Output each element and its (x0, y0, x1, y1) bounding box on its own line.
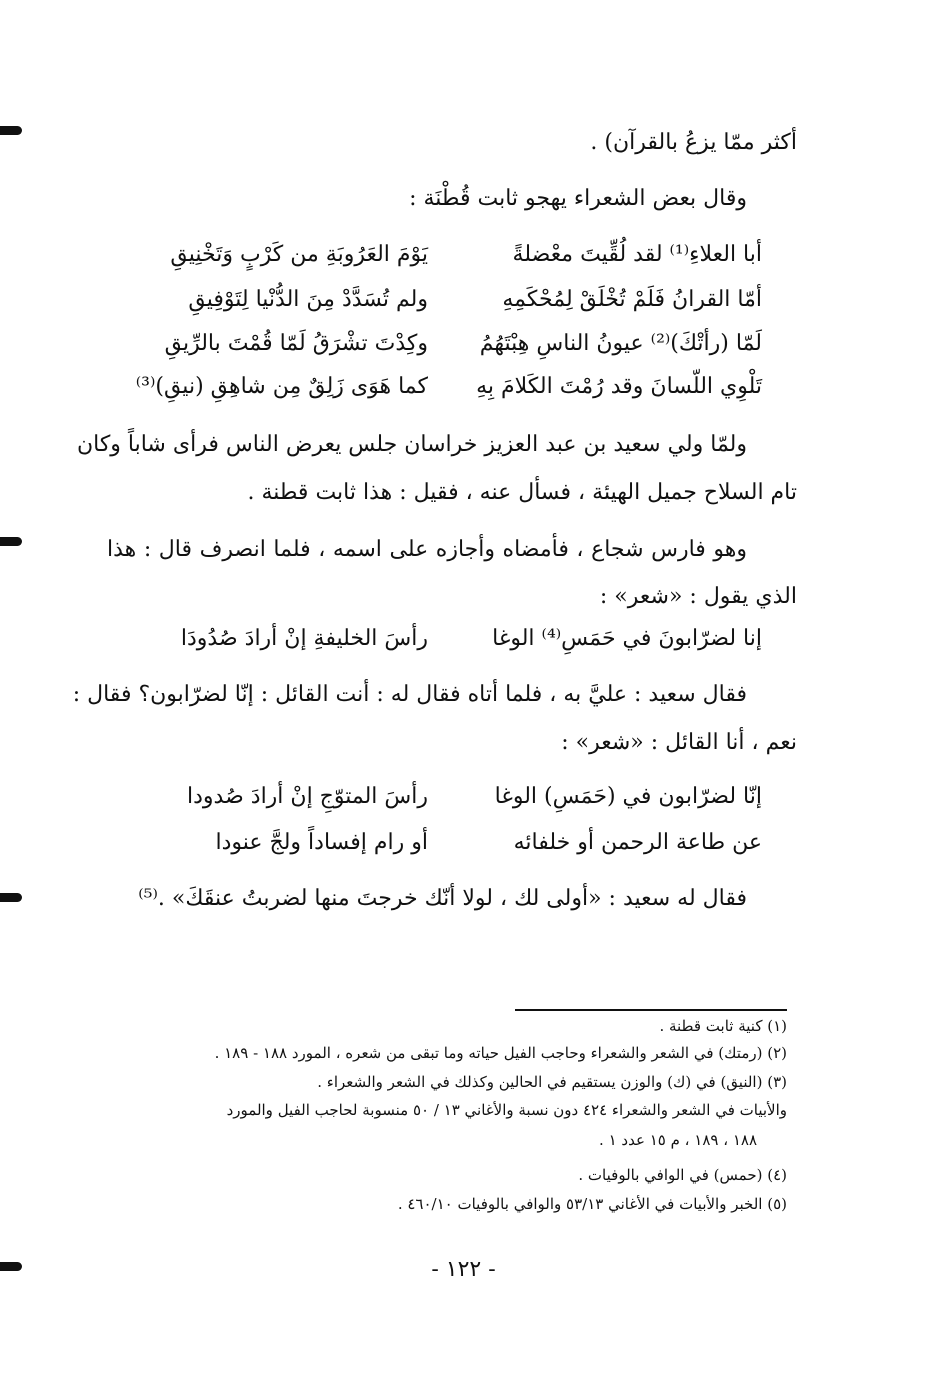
paragraph-line: فقال له سعيد : «أولى لك ، لولا أنّك خرجتَ منها لضربتُ عنقَكَ» .⁽⁵⁾ (138, 886, 747, 911)
footnote: (١) كنية ثابت قطنة . (659, 1017, 787, 1035)
paragraph-line: وقال بعض الشعراء يهجو ثابت قُطْنَة : (409, 186, 747, 211)
verse-hemistich-second: ولم تُسَدَّدْ مِنَ الدُّنْيا لِتَوْفِيقِ (188, 287, 428, 312)
verse-hemistich-second: أو رام إفساداً ولجَّ عنودا (215, 830, 428, 855)
verse-hemistich-second: رأسَ المتوّجِ إنْ أرادَ صُدودا (187, 784, 428, 809)
footnote: (٣) (النيق) في (ك) والوزن يستقيم في الحالين وكذلك في الشعر والشعراء . (317, 1073, 787, 1091)
verse-hemistich-first: لَمّا (رأتْكَ)⁽²⁾ عيونُ الناسِ هِبْتَهُمُ (479, 331, 762, 356)
page-number: - ١٢٢ - (431, 1257, 496, 1282)
verse-hemistich-second: كما هَوَى زَلِقٌ مِن شاهِقِ (نيقِ)⁽³⁾ (135, 374, 428, 399)
paragraph-line: تام السلاح جميل الهيئة ، فسأل عنه ، فقيل : هذا ثابت قطنة . (247, 480, 797, 505)
verse-hemistich-first: أبا العلاءِ⁽¹⁾ لقد لُقِّيتَ معْضلةً (512, 242, 762, 267)
footnote-continuation: ١٨٨ ، ١٨٩ ، م ١٥ عدد ١ . (599, 1131, 757, 1149)
verse-hemistich-first: تَلْوِي اللّسانَ وقد رُمْتَ الكَلامَ بِهِ (476, 374, 762, 399)
verse-hemistich-first: إنا لضرّابونَ في حَمَسِ⁽⁴⁾ الوغا (492, 626, 762, 651)
verse-hemistich-second: رأسَ الخليفةِ إنْ أرادَ صُدُودَا (180, 626, 428, 651)
paragraph-line: أكثر ممّا يزعُ بالقرآن) . (590, 130, 797, 155)
paragraph-line: فقال سعيد : عليَّ به ، فلما أتاه فقال له : أنت القائل : إنّا لضرّابون؟ فقال : (72, 682, 747, 707)
footnote: (٢) (رمتك) في الشعر والشعراء وحاجب الفيل حياته وما تبقى من شعره ، المورد ١٨٨ - ١٨٩ . (214, 1044, 787, 1062)
verse-hemistich-first: عن طاعة الرحمن أو خلفائه (513, 830, 762, 855)
footnote: (٥) الخبر والأبيات في الأغاني ٥٣/١٣ والوافي بالوفيات ٤٦٠/١٠ . (397, 1195, 787, 1213)
verse-hemistich-second: وكِدْتَ تشْرَقُ لَمّا قُمْتَ بالرِّيقِ (164, 331, 428, 356)
footnote: (٤) (حمس) في الوافي بالوفيات . (578, 1166, 787, 1184)
scan-edge-mark (0, 537, 22, 546)
paragraph-line: نعم ، أنا القائل : «شعر» : (561, 730, 797, 755)
scan-edge-mark (0, 126, 22, 135)
paragraph-line: الذي يقول : «شعر» : (599, 584, 797, 609)
verse-hemistich-first: إنّا لضرّابون في (حَمَسِ) الوغا (494, 784, 762, 809)
verse-hemistich-second: يَوْمَ العَرُوبَةِ من كَرْبٍ وَتَخْنِيقِ (170, 242, 428, 267)
footnote-separator (515, 1009, 787, 1011)
scan-edge-mark (0, 893, 22, 902)
verse-hemistich-first: أمّا القرانُ فَلَمْ تُخْلَقْ لِمُحْكَمِهِ (502, 287, 762, 312)
paragraph-line: وهو فارس شجاع ، فأمضاه وأجازه على اسمه ، فلما انصرف قال : هذا (107, 537, 747, 562)
footnote-continuation: والأبيات في الشعر والشعراء ٤٢٤ دون نسبة والأغاني ١٣ / ٥٠ منسوبة لحاجب الفيل والمورد (226, 1101, 787, 1119)
paragraph-line: ولمّا ولي سعيد بن عبد العزيز خراسان جلس يعرض الناس فرأى شاباً وكان (76, 432, 747, 457)
